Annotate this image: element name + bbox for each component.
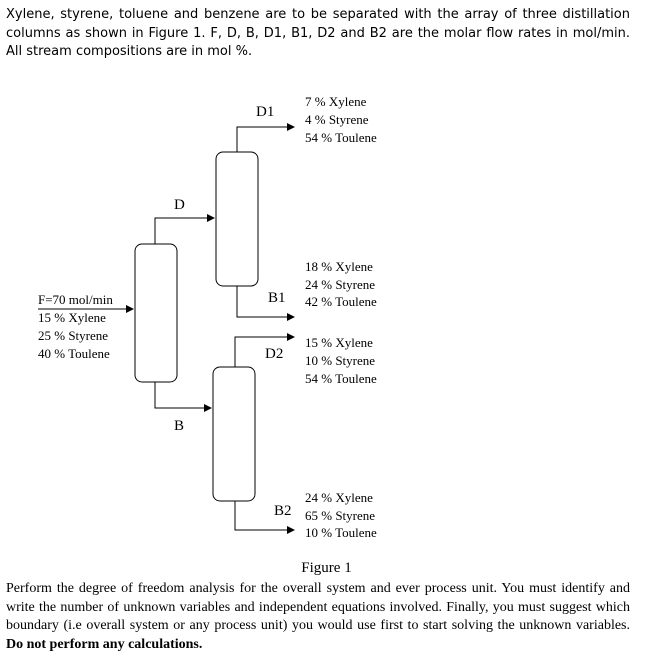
feed-line-2: 25 % Styrene xyxy=(38,328,109,343)
d2-line-2: 10 % Styrene xyxy=(305,353,376,368)
label-d: D xyxy=(174,197,185,213)
b1-line-3: 42 % Toulene xyxy=(305,294,377,309)
figure-caption: Figure 1 xyxy=(301,560,352,576)
label-d1: D1 xyxy=(256,104,275,120)
d2-line-1: 15 % Xylene xyxy=(305,335,373,350)
b-stream-arrow xyxy=(155,382,211,408)
feed-line-3: 40 % Toulene xyxy=(38,346,110,361)
d1-stream-arrow xyxy=(237,127,294,152)
column-3 xyxy=(213,367,255,501)
column-2 xyxy=(216,152,258,286)
b1-line-2: 24 % Styrene xyxy=(305,277,376,292)
b2-line-3: 10 % Toulene xyxy=(305,525,377,540)
d1-line-1: 7 % Xylene xyxy=(305,94,367,109)
b2-line-2: 65 % Styrene xyxy=(305,508,376,523)
d1-line-3: 54 % Toulene xyxy=(305,130,377,145)
column-1 xyxy=(135,244,177,382)
feed-flow: F=70 mol/min xyxy=(38,292,113,307)
label-d2: D2 xyxy=(265,346,284,362)
question-body: Perform the degree of freedom analysis for the overall system and ever process unit. You must identify and write the number of unknown variables and independent equations involved. Finally, you must suggest which boundary (i.e overall system or any process unit) you would use first to start solving the unknown variables. xyxy=(6,581,630,633)
feed-line-1: 15 % Xylene xyxy=(38,310,106,325)
label-b2: B2 xyxy=(274,503,292,519)
d-stream-arrow xyxy=(155,218,214,244)
b2-line-1: 24 % Xylene xyxy=(305,490,373,505)
label-b: B xyxy=(174,418,185,434)
question-emphasis: Do not perform any calculations. xyxy=(6,636,203,652)
d2-line-3: 54 % Toulene xyxy=(305,371,377,386)
d1-line-2: 4 % Styrene xyxy=(305,112,369,127)
label-b1: B1 xyxy=(268,290,286,306)
intro-paragraph: Xylene, styrene, toluene and benzene are to be separated with the array of three distillation columns as shown in Figure 1. F, D, B, D1, B1, D2 and B2 are the molar flow rates in mol/min. All stream compositions are in mol %. xyxy=(6,7,630,59)
b1-line-1: 18 % Xylene xyxy=(305,259,373,274)
question-paragraph xyxy=(6,580,630,654)
